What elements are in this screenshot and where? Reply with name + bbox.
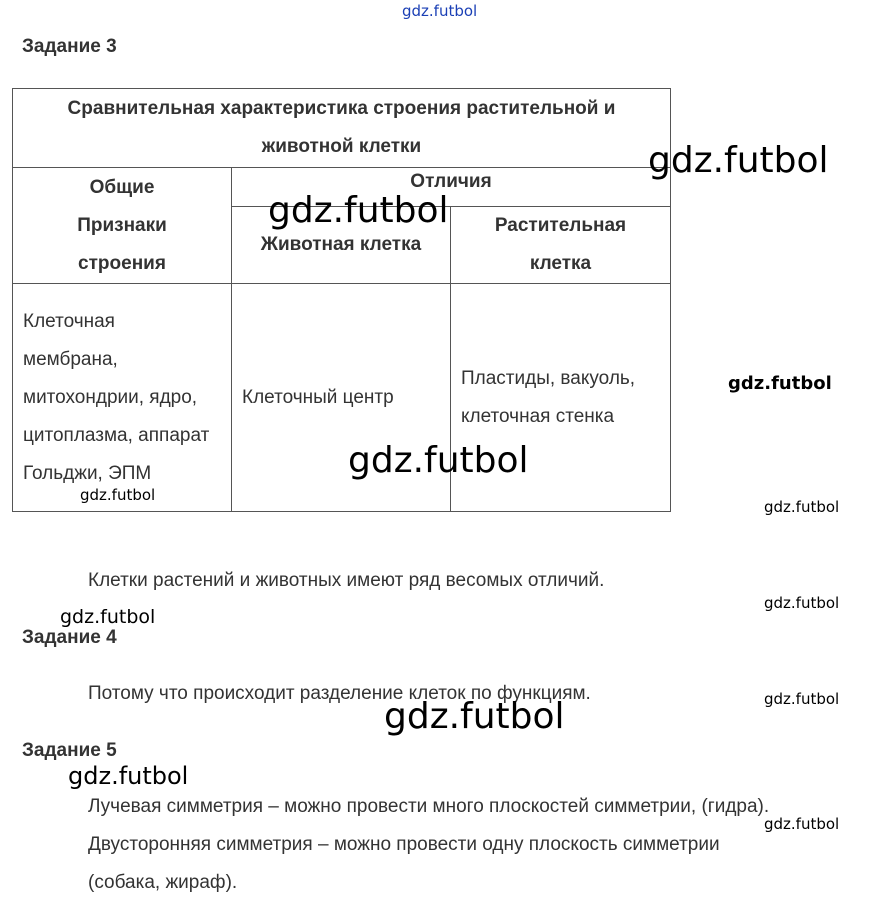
task5-line1: Лучевая симметрия – можно провести много плоскостей симметрии, (гидра). xyxy=(88,796,770,817)
watermark: gdz.futbol xyxy=(80,486,156,504)
task5-line3: (собака, жираф). xyxy=(88,872,238,893)
header-differences: Отличия xyxy=(232,168,671,207)
task4-heading: Задание 4 xyxy=(22,627,117,648)
cell-common-features: Клеточная мембрана, митохондрии, ядро, цитоплазма, аппарат Гольджи, ЭПМ xyxy=(13,284,232,512)
watermark: gdz.futbol xyxy=(268,190,449,231)
cell-animal-cell: Клеточный центр xyxy=(232,284,451,512)
header-animal-cell: Животная клетка xyxy=(232,207,451,284)
task5-heading: Задание 5 xyxy=(22,740,117,761)
task5-line2: Двусторонняя симметрия – можно провести одну плоскость симметрии xyxy=(88,834,720,855)
watermark: gdz.futbol xyxy=(68,762,189,790)
comparison-table xyxy=(12,88,671,512)
watermark: gdz.futbol xyxy=(764,594,840,612)
header-common-features: Общие Признаки строения xyxy=(13,168,232,284)
watermark: gdz.futbol xyxy=(764,498,840,516)
watermark: gdz.futbol xyxy=(764,815,840,833)
watermark: gdz.futbol xyxy=(728,373,832,394)
watermark: gdz.futbol xyxy=(764,690,840,708)
cell-plant-cell: Пластиды, вакуоль, клеточная стенка xyxy=(451,284,671,512)
watermark: gdz.futbol xyxy=(402,2,478,20)
watermark: gdz.futbol xyxy=(648,140,829,181)
watermark: gdz.futbol xyxy=(60,606,156,628)
watermark: gdz.futbol xyxy=(348,440,529,481)
task3-conclusion: Клетки растений и животных имеют ряд весомых отличий. xyxy=(88,570,605,591)
task4-text: Потому что происходит разделение клеток по функциям. xyxy=(88,683,591,704)
task3-heading: Задание 3 xyxy=(22,36,117,57)
watermark: gdz.futbol xyxy=(384,696,565,737)
table-title: Сравнительная характеристика строения растительной и животной клетки xyxy=(13,89,671,168)
header-plant-cell: Растительная клетка xyxy=(451,207,671,284)
